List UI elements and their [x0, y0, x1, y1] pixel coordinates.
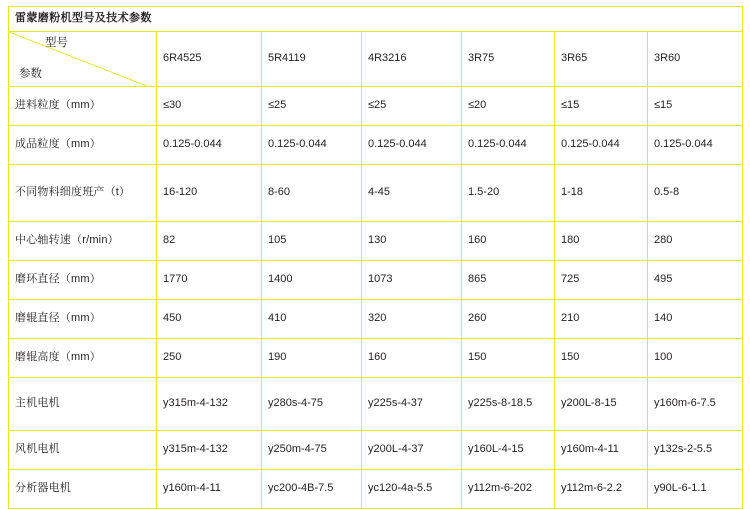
- table-cell: yc200-4B-7.5: [262, 469, 362, 508]
- table-row: [9, 430, 743, 469]
- table-row: [9, 125, 743, 164]
- table-cell: 105: [262, 221, 362, 260]
- table-cell: 250: [157, 338, 262, 377]
- row-label: 磨辊高度（mm）: [9, 338, 157, 377]
- table-row: [9, 221, 743, 260]
- table-cell: 130: [362, 221, 462, 260]
- table-column-header: 5R4119: [262, 31, 362, 86]
- table-cell: y132s-2-5.5: [648, 430, 743, 469]
- table-cell: 1.5-20: [462, 164, 555, 221]
- table-cell: y225s-8-18.5: [462, 377, 555, 430]
- table-cell: 0.5-8: [648, 164, 743, 221]
- table-cell: y200L-4-37: [362, 430, 462, 469]
- table-cell: 280: [648, 221, 743, 260]
- table-column-header: 3R60: [648, 31, 743, 86]
- header-corner-cell: [9, 31, 157, 86]
- row-label: 不同物料细度班产（t）: [9, 164, 157, 221]
- table-cell: 0.125-0.044: [462, 125, 555, 164]
- table-cell: 0.125-0.044: [555, 125, 648, 164]
- table-cell: 1-18: [555, 164, 648, 221]
- table-row: [9, 164, 743, 221]
- header-model-label: 型号: [45, 36, 68, 49]
- table-row: [9, 299, 743, 338]
- row-label: 风机电机: [9, 430, 157, 469]
- table-cell: ≤30: [157, 86, 262, 125]
- row-label: 主机电机: [9, 377, 157, 430]
- table-cell: 865: [462, 260, 555, 299]
- table-cell: 4-45: [362, 164, 462, 221]
- table-cell: 725: [555, 260, 648, 299]
- row-label: 进料粒度（mm）: [9, 86, 157, 125]
- table-cell: y280s-4-75: [262, 377, 362, 430]
- table-cell: 1400: [262, 260, 362, 299]
- table-cell: y112m-6-2.2: [555, 469, 648, 508]
- table-cell: 82: [157, 221, 262, 260]
- spec-table: [8, 6, 743, 509]
- table-cell: y315m-4-132: [157, 430, 262, 469]
- table-cell: y225s-4-37: [362, 377, 462, 430]
- table-row: [9, 469, 743, 508]
- table-cell: 0.125-0.044: [262, 125, 362, 164]
- table-row: [9, 86, 743, 125]
- table-cell: 260: [462, 299, 555, 338]
- table-row: [9, 377, 743, 430]
- row-label: 中心轴转速（r/min）: [9, 221, 157, 260]
- table-cell: 1770: [157, 260, 262, 299]
- table-cell: 190: [262, 338, 362, 377]
- table-cell: y160m-4-11: [555, 430, 648, 469]
- table-cell: y90L-6-1.1: [648, 469, 743, 508]
- table-cell: y250m-4-75: [262, 430, 362, 469]
- table-column-header: 3R65: [555, 31, 648, 86]
- table-cell: 495: [648, 260, 743, 299]
- row-label: 磨环直径（mm）: [9, 260, 157, 299]
- table-cell: 1073: [362, 260, 462, 299]
- table-column-header: 6R4525: [157, 31, 262, 86]
- table-cell: 150: [555, 338, 648, 377]
- row-label: 成品粒度（mm）: [9, 125, 157, 164]
- table-cell: 140: [648, 299, 743, 338]
- table-cell: 210: [555, 299, 648, 338]
- table-cell: y315m-4-132: [157, 377, 262, 430]
- table-cell: 160: [362, 338, 462, 377]
- table-cell: 410: [262, 299, 362, 338]
- table-cell: 150: [462, 338, 555, 377]
- table-cell: ≤20: [462, 86, 555, 125]
- table-row: [9, 260, 743, 299]
- table-cell: 0.125-0.044: [362, 125, 462, 164]
- table-cell: 100: [648, 338, 743, 377]
- table-cell: 8-60: [262, 164, 362, 221]
- table-cell: 0.125-0.044: [157, 125, 262, 164]
- table-cell: y200L-8-15: [555, 377, 648, 430]
- table-cell: 16-120: [157, 164, 262, 221]
- table-cell: ≤15: [555, 86, 648, 125]
- table-cell: y160L-4-15: [462, 430, 555, 469]
- table-cell: ≤25: [362, 86, 462, 125]
- table-cell: 180: [555, 221, 648, 260]
- header-param-label: 参数: [19, 68, 42, 81]
- table-cell: y160m-4-11: [157, 469, 262, 508]
- table-cell: y112m-6-202: [462, 469, 555, 508]
- row-label: 分析器电机: [9, 469, 157, 508]
- row-label: 磨辊直径（mm）: [9, 299, 157, 338]
- table-row: [9, 338, 743, 377]
- table-cell: y160m-6-7.5: [648, 377, 743, 430]
- table-title-row: [9, 7, 743, 32]
- table-cell: 320: [362, 299, 462, 338]
- table-column-header: 4R3216: [362, 31, 462, 86]
- page-title: 雷蒙磨粉机型号及技术参数: [9, 7, 743, 32]
- table-cell: ≤15: [648, 86, 743, 125]
- table-column-header: 3R75: [462, 31, 555, 86]
- table-cell: ≤25: [262, 86, 362, 125]
- table-cell: yc120-4a-5.5: [362, 469, 462, 508]
- table-cell: 160: [462, 221, 555, 260]
- table-cell: 0.125-0.044: [648, 125, 743, 164]
- table-cell: 450: [157, 299, 262, 338]
